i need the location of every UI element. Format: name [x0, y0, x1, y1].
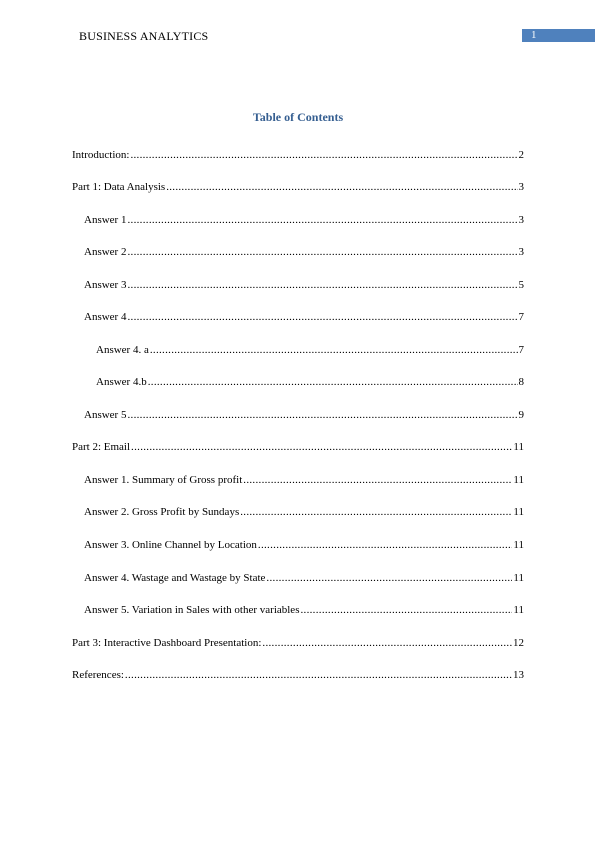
toc-entry-label: Part 1: Data Analysis [72, 181, 166, 193]
toc-entry-part2-answer5[interactable] [84, 602, 524, 618]
toc-leader-dots [166, 179, 517, 195]
toc-entry-part1-answer4a[interactable] [96, 342, 524, 358]
toc-entry-page: 9 [518, 409, 524, 421]
toc-entry-label: Answer 1. Summary of Gross profit [84, 474, 243, 486]
toc-entry-page: 2 [518, 149, 524, 161]
toc-entry-page: 11 [513, 539, 524, 551]
toc-leader-dots [130, 147, 517, 163]
toc-entry-label: Part 3: Interactive Dashboard Presentation: [72, 637, 262, 649]
header-title: BUSINESS ANALYTICS [79, 29, 209, 43]
toc-leader-dots [243, 472, 512, 488]
toc-leader-dots [148, 374, 518, 390]
toc-entry-part2-answer2[interactable] [84, 504, 524, 520]
toc-entry-page: 11 [513, 604, 524, 616]
toc-leader-dots [127, 407, 517, 423]
toc-entry-page: 11 [513, 441, 524, 453]
page-number-badge: 1 [522, 29, 595, 42]
toc-entry-label: Answer 4. a [96, 344, 149, 356]
toc-leader-dots [131, 439, 512, 455]
toc-entry-part1-answer4[interactable] [84, 309, 524, 325]
toc-entry-label: Answer 2 [84, 246, 127, 258]
toc-entry-label: Answer 5 [84, 409, 127, 421]
toc-entry-label: Answer 4. Wastage and Wastage by State [84, 572, 266, 584]
toc-entry-part1-answer2[interactable] [84, 244, 524, 260]
toc-entry-page: 11 [513, 474, 524, 486]
toc-entry-part3[interactable] [72, 635, 524, 651]
toc-entry-label: References: [72, 669, 124, 681]
toc-leader-dots [266, 570, 512, 586]
toc-leader-dots [127, 244, 517, 260]
toc-entry-label: Answer 3 [84, 279, 127, 291]
toc-entry-part2-answer4[interactable] [84, 570, 524, 586]
toc-entry-label: Part 2: Email [72, 441, 131, 453]
toc-entry-page: 12 [513, 637, 524, 649]
toc-entry-page: 11 [513, 506, 524, 518]
toc-entry-page: 7 [518, 344, 524, 356]
toc-entry-page: 3 [518, 181, 524, 193]
toc-leader-dots [127, 277, 517, 293]
toc-entry-part2-answer1[interactable] [84, 472, 524, 488]
toc-entry-label: Answer 1 [84, 214, 127, 226]
toc-entry-page: 8 [518, 376, 524, 388]
toc-leader-dots [125, 667, 512, 683]
toc-entry-label: Introduction: [72, 149, 130, 161]
toc-entry-page: 11 [513, 572, 524, 584]
toc-entry-label: Answer 4 [84, 311, 127, 323]
toc-entry-page: 13 [513, 669, 524, 681]
toc-entry-part2-answer3[interactable] [84, 537, 524, 553]
toc-entry-introduction[interactable] [72, 147, 524, 163]
toc-entry-part1-answer5[interactable] [84, 407, 524, 423]
toc-entry-page: 7 [518, 311, 524, 323]
toc-leader-dots [300, 602, 512, 618]
toc-leader-dots [258, 537, 513, 553]
toc-title: Table of Contents [252, 110, 344, 124]
toc-entry-label: Answer 2. Gross Profit by Sundays [84, 506, 240, 518]
toc-entry-part1-answer3[interactable] [84, 277, 524, 293]
toc-entry-references[interactable] [72, 667, 524, 683]
toc-entry-label: Answer 4.b [96, 376, 147, 388]
toc-leader-dots [240, 504, 512, 520]
toc-leader-dots [262, 635, 512, 651]
toc-leader-dots [150, 342, 518, 358]
toc-entry-page: 5 [518, 279, 524, 291]
toc-entry-page: 3 [518, 214, 524, 226]
toc-entry-label: Answer 5. Variation in Sales with other variables [84, 604, 300, 616]
toc-leader-dots [127, 212, 517, 228]
toc-entry-label: Answer 3. Online Channel by Location [84, 539, 257, 551]
toc-entry-part2[interactable] [72, 439, 524, 455]
toc-entry-part1[interactable] [72, 179, 524, 195]
toc-entry-part1-answer4b[interactable] [96, 374, 524, 390]
toc-entry-page: 3 [518, 246, 524, 258]
toc-entry-part1-answer1[interactable] [84, 212, 524, 228]
toc-leader-dots [127, 309, 517, 325]
